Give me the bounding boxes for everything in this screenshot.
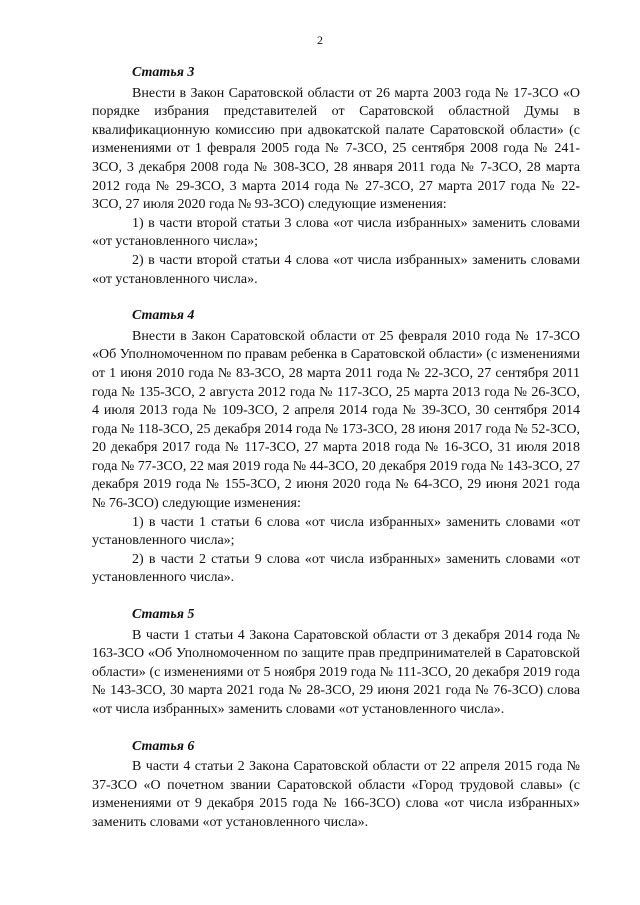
article-intro: Внести в Закон Саратовской области от 25 февраля 2010 года № 17-ЗСО «Об Уполномоченном по правам ребенка в Саратовской области» (с изменениями от 1 июня 2010 года № 83-ЗСО, 28 марта 2011 года № 22-ЗСО, 27 сентября 2011 года № 135-ЗСО, 2 августа 2012 года № 117-ЗСО, 25 марта 2013 года № 26-ЗСО, 4 июля 2013 года № 109-ЗСО, 2 апреля 2014 года № 39-ЗСО, 30 сентября 2014 года № 118-ЗСО, 25 декабря 2014 года № 173-ЗСО, 28 июня 2017 года № 52-ЗСО, 20 декабря 2017 года № 117-ЗСО, 27 марта 2018 года № 16-ЗСО, 31 июля 2018 года № 77-ЗСО, 22 мая 2019 года № 44-ЗСО, 20 декабря 2019 года № 143-ЗСО, 27 декабря 2019 года № 155-ЗСО, 2 июня 2020 года № 64-ЗСО, 29 июня 2021 года № 76-ЗСО) следующие изменения: (92, 328, 580, 512)
article-heading: Статья 3 (132, 65, 195, 80)
article-5 (92, 606, 580, 720)
article-intro: Внести в Закон Саратовской области от 26 марта 2003 года № 17-ЗСО «О порядке избрания представителей от Саратовской областной Думы в квалификационную комиссию при адвокатской палате Саратовской области» (с изменениями от 1 февраля 2005 года № 7-ЗСО, 25 сентября 2008 года № 241-ЗСО, 3 декабря 2008 года № 308-ЗСО, 28 января 2011 года № 7-ЗСО, 28 марта 2012 года № 29-ЗСО, 3 марта 2014 года № 27-ЗСО, 27 марта 2017 года № 22-ЗСО, 27 июля 2020 года № 93-ЗСО) следующие изменения: (92, 85, 580, 213)
article-6 (92, 738, 580, 833)
article-3 (92, 64, 580, 289)
article-heading: Статья 6 (132, 738, 195, 754)
amendment-item: 2) в части 2 статьи 9 слова «от числа избранных» заменить словами «от установленного числа». (92, 551, 580, 586)
document-body (92, 64, 580, 851)
page-number: 2 (317, 33, 323, 47)
article-heading: Статья 4 (132, 308, 195, 324)
amendment-item: 1) в части второй статьи 3 слова «от числа избранных» заменить словами «от установленного числа»; (92, 215, 580, 250)
article-4 (92, 307, 580, 588)
amendment-item: 2) в части второй статьи 4 слова «от числа избранных» заменить словами «от установленного числа». (92, 252, 580, 287)
article-intro: В части 4 статьи 2 Закона Саратовской области от 22 апреля 2015 года № 37-ЗСО «О почетном звании Саратовской области «Город трудовой славы» (с изменениями от 9 декабря 2015 года № 166-ЗСО) слова «от числа избранных» заменить словами «от установленного числа». (92, 759, 580, 830)
article-intro: В части 1 статьи 4 Закона Саратовской области от 3 декабря 2014 года № 163-ЗСО «Об Уполномоченном по защите прав предпринимателей в Саратовской области» (с изменениями от 5 ноября 2019 года № 111-ЗСО, 20 декабря 2019 года № 143-ЗСО, 30 марта 2021 года № 28-ЗСО, 29 июня 2021 года № 76-ЗСО) слова «от числа избранных» заменить словами «от установленного числа». (92, 627, 580, 717)
article-heading: Статья 5 (132, 607, 195, 623)
amendment-item: 1) в части 1 статьи 6 слова «от числа избранных» заменить словами «от установленного числа»; (92, 514, 580, 549)
